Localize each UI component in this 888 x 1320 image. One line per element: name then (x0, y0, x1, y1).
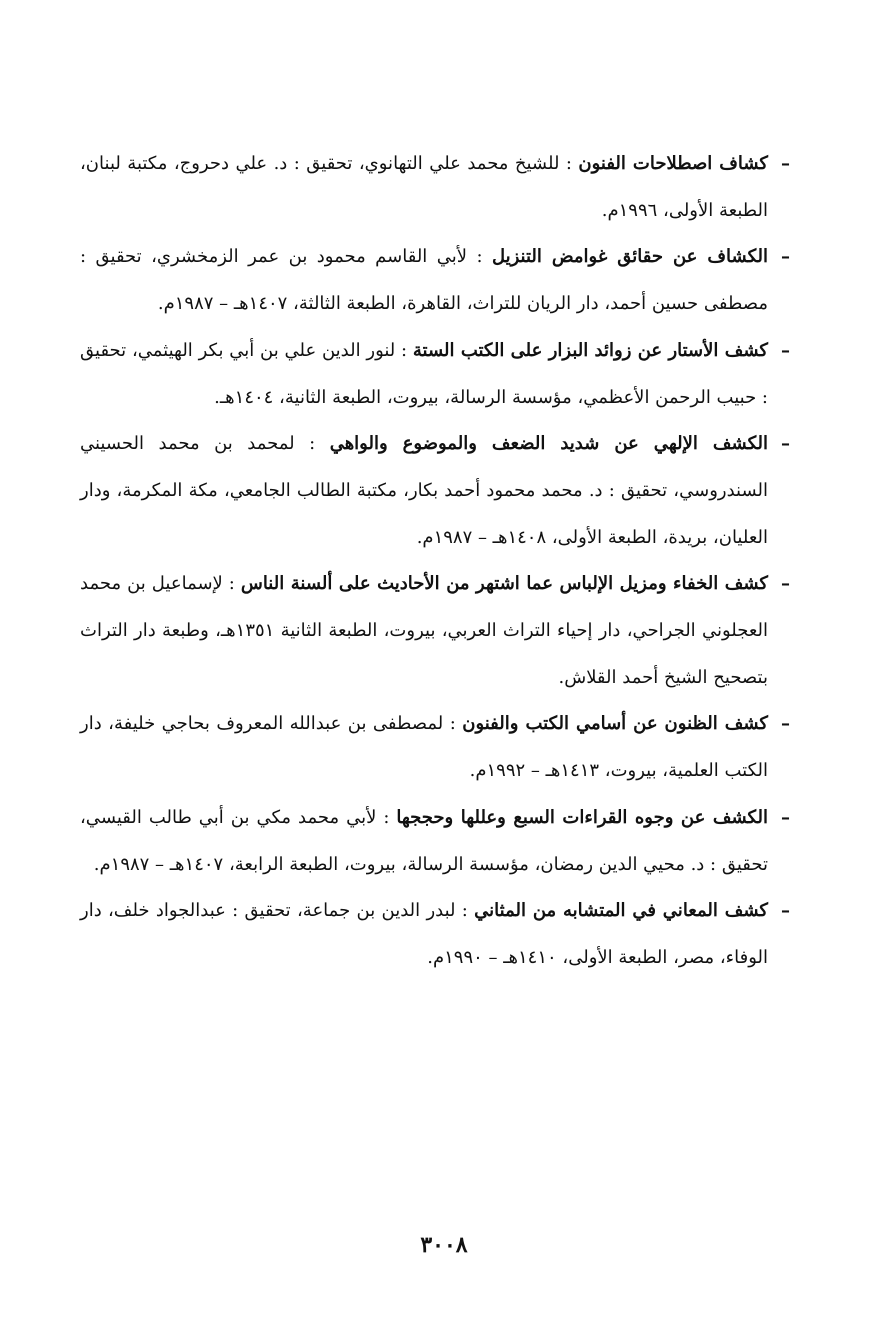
entry-dash: – (781, 433, 790, 455)
entry-dash: – (781, 713, 790, 735)
entry-separator: : (395, 339, 413, 361)
entry-dash: – (781, 573, 790, 595)
entry-title: الكشف الإلهي عن شديد الضعف والموضوع والواهي (329, 433, 769, 455)
entry-dash: – (781, 339, 790, 361)
entry-separator: : (559, 153, 579, 174)
entry-dash: – (781, 806, 790, 828)
entry-separator: : (294, 433, 330, 455)
page-number: ٣٠٠٨ (420, 1232, 468, 1258)
entry-separator: : (222, 573, 241, 595)
entry-details: لمصطفى بن عبدالله المعروف بحاجي خليفة، دار الكتب العلمية، بيروت، ١٤١٣هـ – ١٩٩٢م. (80, 713, 768, 782)
entry-title: الكشاف عن حقائق غوامض التنزيل (491, 246, 769, 268)
entry-dash: – (781, 246, 790, 268)
bibliography-entry (80, 888, 790, 981)
bibliography-entry (80, 561, 790, 701)
bibliography-entry (80, 328, 790, 421)
entry-details: لمحمد بن محمد الحسيني السندروسي، تحقيق : د. محمد محمود أحمد بكار، مكتبة الطالب الجامعي، مكة المكرمة، ودار العليان، بريدة، الطبعة الأولى، ١٤٠٨هـ – ١٩٨٧م. (80, 433, 768, 548)
entry-title: كشاف اصطلاحات الفنون (578, 153, 768, 174)
bibliography-entry (80, 141, 790, 234)
entry-separator: : (443, 713, 463, 735)
entry-details: لنور الدين علي بن أبي بكر الهيثمي، تحقيق : حبيب الرحمن الأعظمي، مؤسسة الرسالة، بيروت، الطبعة الثانية، ١٤٠٤هـ. (80, 339, 768, 408)
entry-title: كشف المعاني في المتشابه من المثاني (474, 900, 768, 922)
entry-details: لأبي محمد مكي بن أبي طالب القيسي، تحقيق : د. محيي الدين رمضان، مؤسسة الرسالة، بيروت، الطبعة الرابعة، ١٤٠٧هـ – ١٩٨٧م. (80, 806, 768, 875)
entry-details: لإسماعيل بن محمد العجلوني الجراحي، دار إحياء التراث العربي، بيروت، الطبعة الثانية ١٣٥١هـ، وطبعة دار التراث بتصحيح الشيخ أحمد القلاش. (80, 573, 768, 688)
entry-dash: – (781, 153, 790, 174)
entry-details: لبدر الدين بن جماعة، تحقيق : عبدالجواد خلف، دار الوفاء، مصر، الطبعة الأولى، ١٤١٠هـ – ١٩٩٠م. (80, 900, 768, 968)
entry-separator: : (376, 806, 397, 828)
entry-title: كشف الأستار عن زوائد البزار على الكتب الستة (412, 339, 768, 361)
entry-title: الكشف عن وجوه القراءات السبع وعللها وحججها (396, 806, 768, 828)
entry-dash: – (781, 900, 790, 922)
bibliography-entry (80, 795, 790, 888)
bibliography-list (80, 141, 790, 982)
bibliography-entry (80, 701, 790, 794)
entry-details: لأبي القاسم محمود بن عمر الزمخشري، تحقيق : مصطفى حسين أحمد، دار الريان للتراث، القاهرة، الطبعة الثالثة، ١٤٠٧هـ – ١٩٨٧م. (80, 246, 768, 315)
bibliography-entry (80, 421, 790, 561)
entry-title: كشف الظنون عن أسامي الكتب والفنون (462, 713, 768, 735)
entry-separator: : (467, 246, 492, 268)
entry-details: للشيخ محمد علي التهانوي، تحقيق : د. علي دحروج، مكتبة لبنان، الطبعة الأولى، ١٩٩٦م. (80, 153, 768, 221)
entry-separator: : (455, 900, 475, 922)
entry-title: كشف الخفاء ومزيل الإلباس عما اشتهر من الأحاديث على ألسنة الناس (240, 573, 768, 595)
bibliography-entry (80, 234, 790, 327)
